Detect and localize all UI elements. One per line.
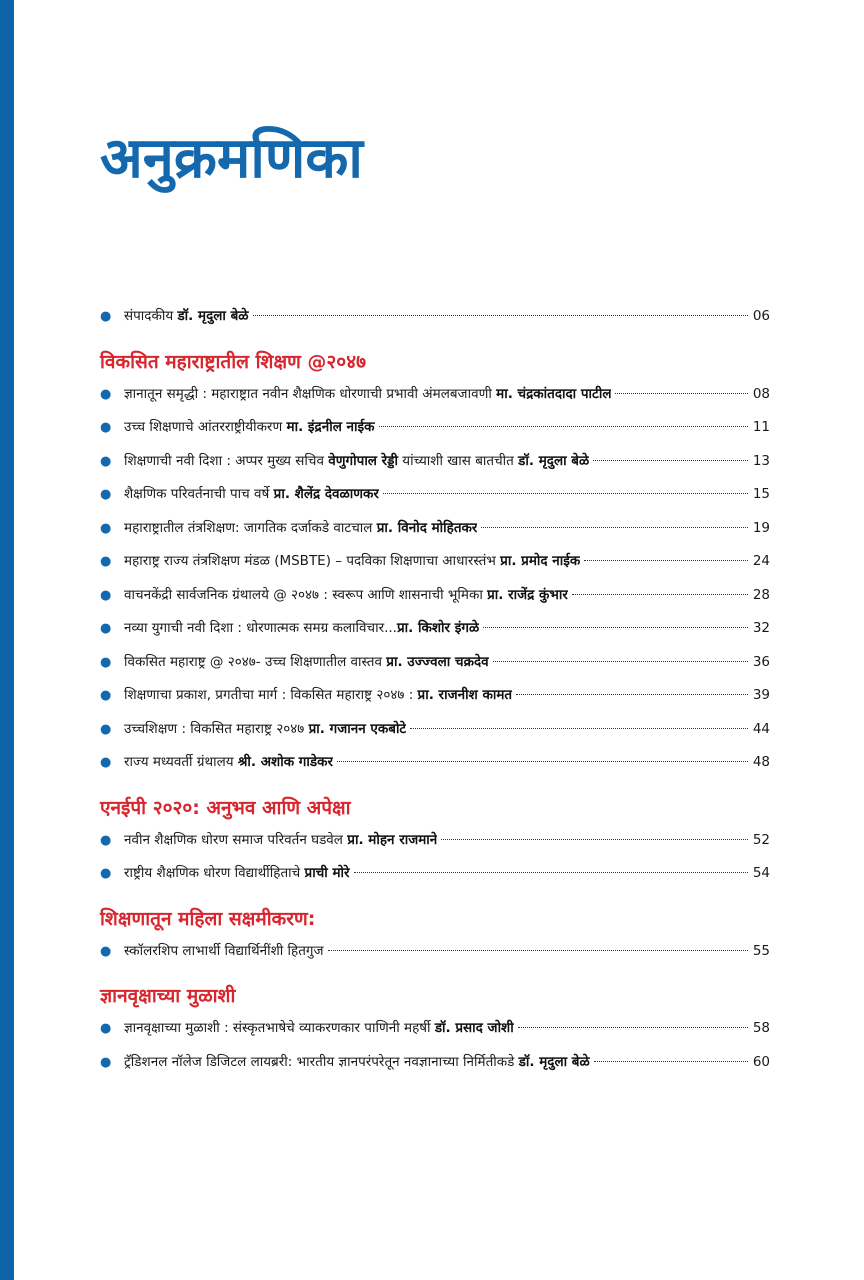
entry-title: नव्या युगाची नवी दिशा : धोरणात्मक समग्र कलाविचार...प्रा. किशोर इंगळे	[124, 620, 480, 636]
toc-entry[interactable]	[100, 1046, 770, 1080]
entry-title: राष्ट्रीय शैक्षणिक धोरण विद्यार्थीहिताचे प्राची मोरे	[124, 865, 350, 881]
entry-title: शिक्षणाची नवी दिशा : अप्पर मुख्य सचिव वेणुगोपाल रेड्डी यांच्याशी खास बातचीत डॉ. मृदुला बेळे	[124, 452, 590, 469]
bullet-icon: ●	[100, 832, 112, 848]
dot-leader	[584, 560, 748, 561]
dot-leader	[383, 493, 748, 494]
toc-entry[interactable]	[100, 545, 770, 579]
section-heading-women-empowerment: शिक्षणातून महिला सक्षमीकरण:	[100, 907, 316, 930]
section-heading-dnyanvruksha: ज्ञानवृक्षाच्या मुळाशी	[100, 985, 236, 1007]
entry-title: शैक्षणिक परिवर्तनाची पाच वर्षे प्रा. शैलेंद्र देवळाणकर	[124, 486, 379, 502]
dot-leader	[594, 1061, 748, 1062]
bullet-icon: ●	[100, 755, 112, 770]
dot-leader	[593, 460, 748, 461]
section-heading-nep-2020: एनईपी २०२०: अनुभव आणि अपेक्षा	[100, 796, 351, 819]
bullet-icon: ●	[100, 420, 112, 435]
dot-leader	[410, 728, 748, 729]
bullet-icon: ●	[100, 554, 112, 569]
entry-title: उच्चशिक्षण : विकसित महाराष्ट्र २०४७ प्रा. गजानन एकबोटे	[124, 720, 407, 737]
bullet-icon: ●	[100, 386, 112, 402]
entry-title: महाराष्ट्रातील तंत्रशिक्षण: जागतिक दर्जाकडे वाटचाल प्रा. विनोद मोहितकर	[124, 519, 478, 536]
page-number: 60	[752, 1053, 770, 1070]
page-number: 32	[752, 620, 770, 636]
page-number: 55	[752, 942, 770, 959]
bullet-icon: ●	[100, 654, 112, 670]
page-number: 48	[752, 754, 770, 770]
bullet-icon: ●	[100, 621, 112, 636]
page-number: 19	[752, 519, 770, 536]
toc-entry[interactable]	[100, 746, 770, 780]
toc-entry-editorial[interactable]	[100, 300, 770, 334]
bullet-icon: ●	[100, 587, 112, 603]
dot-leader	[253, 315, 748, 316]
dot-leader	[518, 1027, 748, 1028]
toc-entry[interactable]	[100, 445, 770, 479]
page-number: 28	[752, 586, 770, 603]
page-number: 52	[752, 831, 770, 848]
dot-leader	[354, 872, 748, 873]
dot-leader	[615, 393, 748, 394]
entry-title: विकसित महाराष्ट्र @ २०४७- उच्च शिक्षणातील वास्तव प्रा. उज्ज्वला चक्रदेव	[124, 653, 489, 670]
toc-entry[interactable]	[100, 478, 770, 512]
bullet-icon: ●	[100, 1021, 112, 1036]
entry-title: उच्च शिक्षणाचे आंतरराष्ट्रीयीकरण मा. इंद्रनील नाईक	[124, 419, 375, 435]
entry-title: संपादकीय डॉ. मृदुला बेळे	[124, 308, 249, 324]
page-number: 08	[752, 385, 770, 402]
dot-leader	[441, 839, 748, 840]
page-number: 11	[752, 419, 770, 435]
toc-entry[interactable]	[100, 579, 770, 613]
toc-entry[interactable]	[100, 935, 770, 969]
toc-entry[interactable]	[100, 857, 770, 891]
bullet-icon: ●	[100, 721, 112, 737]
toc-entry[interactable]	[100, 646, 770, 680]
toc-entry[interactable]	[100, 713, 770, 747]
bullet-icon: ●	[100, 866, 112, 881]
toc-entry[interactable]	[100, 679, 770, 713]
page-number: 44	[752, 720, 770, 737]
entry-title: महाराष्ट्र राज्य तंत्रशिक्षण मंडळ (MSBTE) – पदविका शिक्षणाचा आधारस्तंभ प्रा. प्रमोद नाईक	[124, 553, 581, 569]
entry-title: ट्रॅडिशनल नॉलेज डिजिटल लायब्ररी: भारतीय ज्ञानपरंपरेतून नवज्ञानाच्या निर्मितीकडे डॉ. मृदुला बेळे	[124, 1053, 590, 1070]
page-number: 54	[752, 865, 770, 881]
toc-entry[interactable]	[100, 512, 770, 546]
dot-leader	[493, 661, 748, 662]
bullet-icon: ●	[100, 520, 112, 536]
page-number: 36	[752, 653, 770, 670]
entry-title: नवीन शैक्षणिक धोरण समाज परिवर्तन घडवेल प्रा. मोहन राजमाने	[124, 831, 438, 848]
page-number: 24	[752, 553, 770, 569]
entry-title: शिक्षणाचा प्रकाश, प्रगतीचा मार्ग : विकसित महाराष्ट्र २०४७ : प्रा. राजनीश कामत	[124, 687, 513, 703]
dot-leader	[483, 627, 748, 628]
entry-title: वाचनकेंद्री सार्वजनिक ग्रंथालये @ २०४७ : स्वरूप आणि शासनाची भूमिका प्रा. राजेंद्र कुंभार	[124, 586, 568, 603]
entry-title: राज्य मध्यवर्ती ग्रंथालय श्री. अशोक गाडेकर	[124, 754, 333, 770]
bullet-icon: ●	[100, 943, 112, 959]
page-number: 58	[752, 1020, 770, 1036]
table-of-contents	[100, 300, 770, 1079]
page-number: 39	[752, 687, 770, 703]
toc-entry[interactable]	[100, 411, 770, 445]
toc-entry[interactable]	[100, 378, 770, 412]
bullet-icon: ●	[100, 688, 112, 703]
bullet-icon: ●	[100, 487, 112, 502]
page-number: 13	[752, 452, 770, 469]
toc-entry[interactable]	[100, 1012, 770, 1046]
toc-entry[interactable]	[100, 612, 770, 646]
bullet-icon: ●	[100, 309, 112, 324]
entry-title: ज्ञानवृक्षाच्या मुळाशी : संस्कृतभाषेचे व्याकरणकार पाणिनी महर्षी डॉ. प्रसाद जोशी	[124, 1020, 514, 1036]
dot-leader	[516, 694, 748, 695]
dot-leader	[328, 950, 748, 951]
left-edge-bar	[0, 0, 14, 1280]
entry-title: स्कॉलरशिप लाभार्थी विद्यार्थिनींशी हितगुज	[124, 942, 324, 959]
dot-leader	[379, 426, 748, 427]
section-heading-vikasit-maharashtra: विकसित महाराष्ट्रातील शिक्षण @२०४७	[100, 350, 366, 373]
bullet-icon: ●	[100, 1054, 112, 1070]
page-number: 06	[752, 308, 770, 324]
page-number: 15	[752, 486, 770, 502]
page-title: अनुक्रमणिका	[100, 126, 363, 191]
dot-leader	[481, 527, 748, 528]
toc-entry[interactable]	[100, 824, 770, 858]
dot-leader	[337, 761, 748, 762]
entry-title: ज्ञानातून समृद्धी : महाराष्ट्रात नवीन शैक्षणिक धोरणाची प्रभावी अंमलबजावणी मा. चंद्रकांतदादा पाटील	[124, 385, 612, 402]
dot-leader	[572, 594, 748, 595]
bullet-icon: ●	[100, 453, 112, 469]
